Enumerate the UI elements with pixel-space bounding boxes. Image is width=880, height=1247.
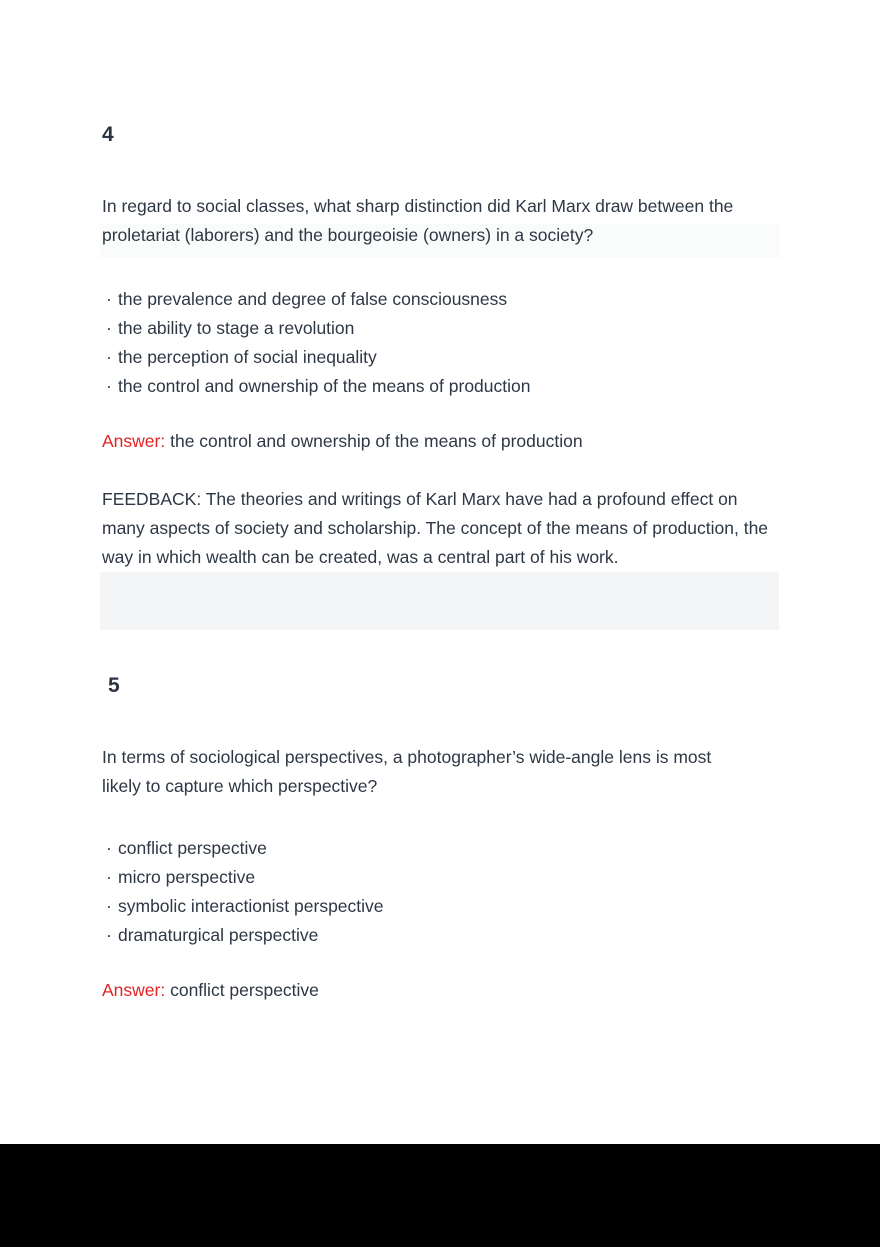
option-text: conflict perspective xyxy=(118,838,267,858)
question-4-options xyxy=(102,285,784,401)
option-text: the prevalence and degree of false consciousness xyxy=(118,289,508,309)
answer-text: the control and ownership of the means of production xyxy=(170,431,583,451)
bullet-icon: · xyxy=(106,896,112,916)
option-text: the perception of social inequality xyxy=(118,347,377,367)
question-5-answer-line xyxy=(102,976,784,1005)
option-text: symbolic interactionist perspective xyxy=(118,896,384,916)
option-text: dramaturgical perspective xyxy=(118,925,319,945)
option-item xyxy=(102,834,784,863)
footer-black-bar xyxy=(0,1144,880,1247)
option-text: micro perspective xyxy=(118,867,256,887)
option-item xyxy=(102,892,784,921)
question-5-text: In terms of sociological perspectives, a photographer’s wide-angle lens is most likely to capture which perspective? xyxy=(102,747,712,796)
feedback-highlight-block xyxy=(100,572,779,630)
question-4-number: 4 xyxy=(102,123,114,146)
question-4-answer-line xyxy=(102,427,784,456)
bullet-icon: · xyxy=(106,376,112,396)
option-item xyxy=(102,921,784,950)
option-item xyxy=(102,372,784,401)
answer-label: Answer: xyxy=(102,431,166,451)
answer-label: Answer: xyxy=(102,980,166,1000)
bullet-icon: · xyxy=(106,318,112,338)
option-text: the ability to stage a revolution xyxy=(118,318,355,338)
bullet-icon: · xyxy=(106,925,112,945)
bullet-icon: · xyxy=(106,867,112,887)
question-4-text: In regard to social classes, what sharp distinction did Karl Marx draw between the proletariat (laborers) and the bourgeoisie (owners) in a society? xyxy=(102,196,734,245)
bullet-icon: · xyxy=(106,289,112,309)
bullet-icon: · xyxy=(106,838,112,858)
question-5-number: 5 xyxy=(108,674,120,697)
option-item xyxy=(102,343,784,372)
bullet-icon: · xyxy=(106,347,112,367)
answer-text: conflict perspective xyxy=(170,980,319,1000)
option-text: the control and ownership of the means of production xyxy=(118,376,531,396)
question-5-options xyxy=(102,834,784,950)
option-item xyxy=(102,314,784,343)
option-item xyxy=(102,863,784,892)
question-4-feedback: FEEDBACK: The theories and writings of Karl Marx have had a profound effect on many aspects of society and scholarship. The concept of the means of production, the way in which wealth can be created, was a central part of his work. xyxy=(102,489,769,567)
option-item xyxy=(102,285,784,314)
